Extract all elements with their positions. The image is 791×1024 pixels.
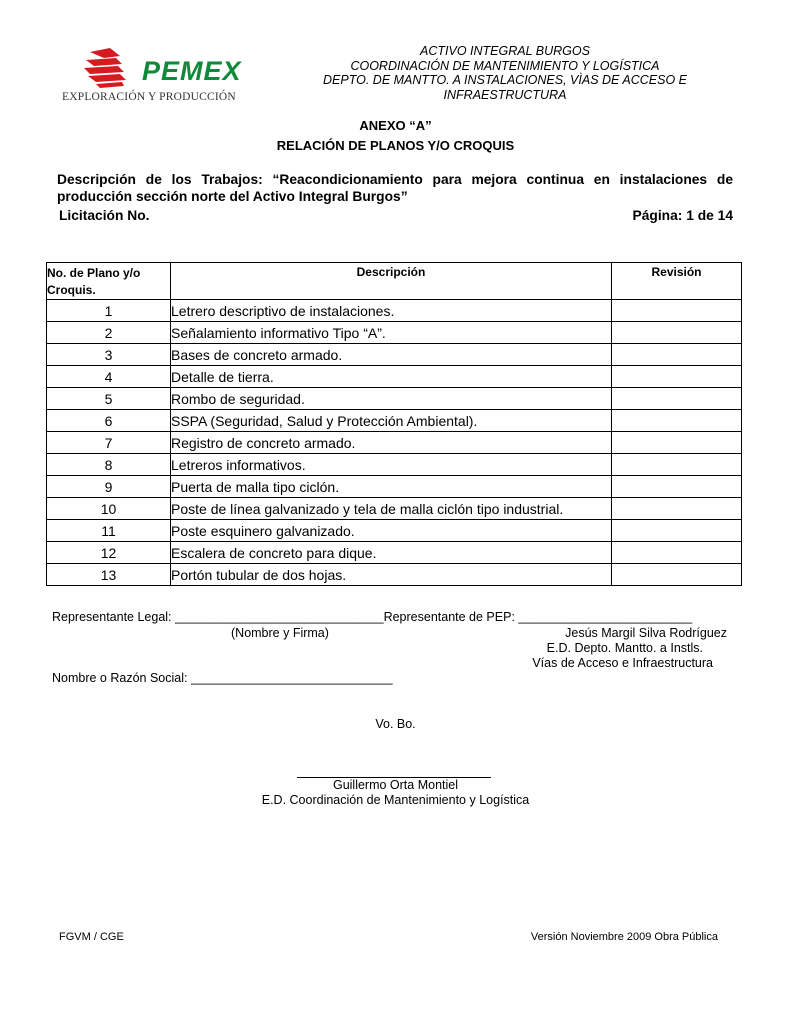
plan-revision: [612, 476, 742, 498]
pep-rep-label: Representante de PEP:: [383, 610, 519, 624]
plan-revision: [612, 542, 742, 564]
table-header-row: [47, 263, 742, 300]
org-line: INFRAESTRUCTURA: [443, 87, 567, 102]
plan-description: Letrero descriptivo de instalaciones.: [171, 300, 612, 322]
plan-revision: [612, 366, 742, 388]
legal-rep-signature: [52, 610, 692, 624]
annex-title: ANEXO “A”: [359, 118, 432, 133]
table-row: [47, 564, 742, 586]
table-row: [47, 454, 742, 476]
org-line: COORDINACIÓN DE MANTENIMIENTO Y LOGÍSTICA: [350, 58, 660, 73]
plan-description: Detalle de tierra.: [171, 366, 612, 388]
licitacion-label: Licitación No.: [59, 208, 150, 223]
plan-revision: [612, 322, 742, 344]
footer-right: Versión Noviembre 2009 Obra Pública: [530, 931, 718, 943]
plan-description: Letreros informativos.: [171, 454, 612, 476]
plan-revision: [612, 388, 742, 410]
page-number: Página: 1 de 14: [632, 208, 733, 223]
plan-revision: [612, 564, 742, 586]
plan-description: Escalera de concreto para dique.: [171, 542, 612, 564]
plan-description: Poste esquinero galvanizado.: [171, 520, 612, 542]
table-row: [47, 410, 742, 432]
table-row: [47, 322, 742, 344]
plan-description: Señalamiento informativo Tipo “A”.: [171, 322, 612, 344]
table-row: [47, 300, 742, 322]
plan-description: Bases de concreto armado.: [171, 344, 612, 366]
table-row: [47, 432, 742, 454]
table-row: [47, 498, 742, 520]
plan-revision: [612, 410, 742, 432]
org-header: [300, 44, 710, 102]
legal-rep-line: ______________________________: [175, 610, 384, 624]
plan-number: 13: [47, 564, 171, 586]
col-header-description: Descripción: [171, 263, 612, 300]
logo-subtitle: EXPLORACIÓN Y PRODUCCIÓN: [62, 91, 236, 103]
plan-revision: [612, 432, 742, 454]
table-row: [47, 388, 742, 410]
plan-number: 8: [47, 454, 171, 476]
plan-description: Rombo de seguridad.: [171, 388, 612, 410]
plan-description: Portón tubular de dos hojas.: [171, 564, 612, 586]
pep-rep-name: Jesús Margil Silva Rodríguez: [565, 626, 727, 640]
col-header-plan-number: No. de Plano y/o Croquis.: [47, 263, 171, 300]
plan-description: Poste de línea galvanizado y tela de malla ciclón tipo industrial.: [171, 498, 612, 520]
org-line: ACTIVO INTEGRAL BURGOS: [420, 44, 590, 58]
table-row: [47, 542, 742, 564]
org-line: DEPTO. DE MANTTO. A INSTALACIONES, VÌAS DE ACCESO E: [323, 73, 687, 87]
plan-revision: [612, 344, 742, 366]
vobo-title: E.D. Coordinación de Mantenimiento y Logística: [261, 793, 530, 807]
name-and-signature-caption: (Nombre y Firma): [231, 626, 329, 640]
pemex-wordmark: PEMEX: [142, 56, 242, 86]
plan-description: Puerta de malla tipo ciclón.: [171, 476, 612, 498]
vobo-name: Guillermo Orta Montiel: [332, 778, 459, 792]
plan-number: 12: [47, 542, 171, 564]
company-name-field: [52, 671, 393, 685]
table-row: [47, 476, 742, 498]
plan-number: 10: [47, 498, 171, 520]
plan-number: 3: [47, 344, 171, 366]
annex-subtitle: RELACIÓN DE PLANOS Y/O CROQUIS: [276, 138, 515, 153]
plan-number: 7: [47, 432, 171, 454]
pep-rep-line: _________________________: [518, 610, 693, 624]
legal-rep-label: Representante Legal:: [52, 610, 176, 624]
plan-number: 4: [47, 366, 171, 388]
plan-number: 2: [47, 322, 171, 344]
footer-left: FGVM / CGE: [59, 931, 124, 943]
vobo-label: Vo. Bo.: [375, 717, 416, 731]
plans-table: [46, 262, 742, 586]
plan-revision: [612, 454, 742, 476]
plan-revision: [612, 300, 742, 322]
works-description: Descripción de los Trabajos: “Reacondicionamiento para mejora continua en instalaciones de producción sección norte del Activo Integral Burgos”: [57, 172, 733, 204]
plan-number: 1: [47, 300, 171, 322]
pep-rep-department: Vías de Acceso e Infraestructura: [532, 656, 713, 670]
table-row: [47, 344, 742, 366]
pep-rep-title: E.D. Depto. Mantto. a Instls.: [546, 641, 703, 655]
plan-number: 6: [47, 410, 171, 432]
company-name-line: _____________________________: [190, 671, 393, 685]
plan-number: 9: [47, 476, 171, 498]
table-row: [47, 366, 742, 388]
plan-description: SSPA (Seguridad, Salud y Protección Ambiental).: [171, 410, 612, 432]
plan-number: 11: [47, 520, 171, 542]
col-header-revision: Revisión: [612, 263, 742, 300]
plan-revision: [612, 498, 742, 520]
plan-number: 5: [47, 388, 171, 410]
plan-description: Registro de concreto armado.: [171, 432, 612, 454]
table-row: [47, 520, 742, 542]
plan-revision: [612, 520, 742, 542]
company-name-label: Nombre o Razón Social:: [52, 671, 191, 685]
